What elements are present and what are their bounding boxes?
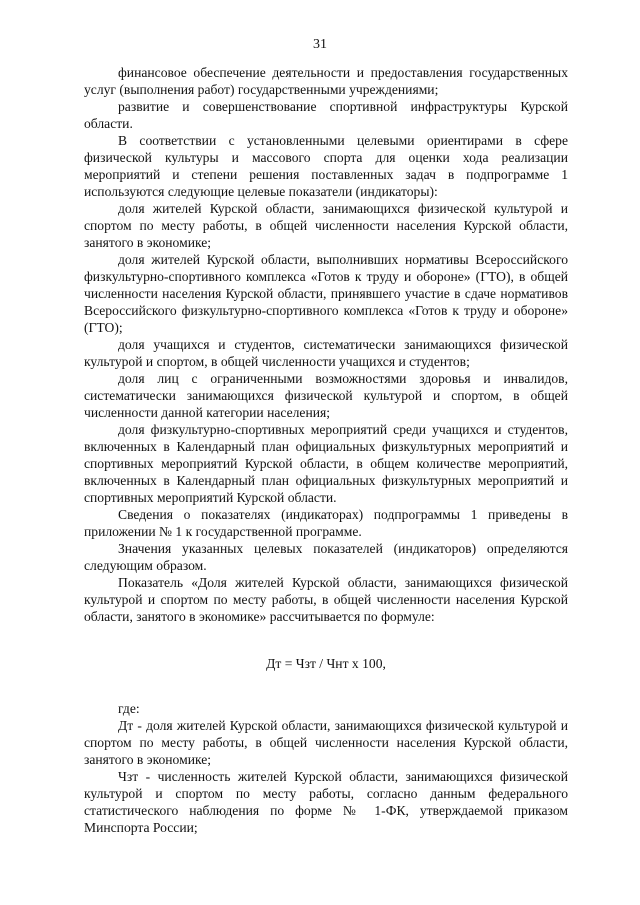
paragraph-indicator-events: доля физкультурно-спортивных мероприятий среди учащихся и студентов, включенных в Календарный план официальных физкультурных мероприятий и спортивных мероприятий Курской области, в общем количестве мероприятий, включенных в Календарный план официальных физкультурных мероприятий и спортивных мероприятий Курской области. (84, 422, 568, 505)
page-number: 31 (313, 37, 327, 52)
paragraph-appendix-reference: Сведения о показателях (индикаторах) подпрограммы 1 приведены в приложении № 1 к государственной программе. (84, 507, 568, 539)
document-body (84, 64, 568, 836)
paragraph-values-intro: Значения указанных целевых показателей (индикаторов) определяются следующим образом. (84, 541, 568, 573)
paragraph-formula-intro: Показатель «Доля жителей Курской области, занимающихся физической культурой и спортом по месту работы, в общей численности населения Курской области, занятого в экономике» рассчитывается по формуле: (84, 575, 568, 624)
paragraph-indicator-disabled: доля лиц с ограниченными возможностями здоровья и инвалидов, систематически занимающихся физической культурой и спортом, в общей численности данной категории населения; (84, 371, 568, 420)
paragraph-czt-definition: Чзт - численность жителей Курской области, занимающихся физической культурой и спортом по месту работы, согласно данным федерального статистического наблюдения по форме № 1-ФК, утверждаемой приказом Минспорта России; (84, 769, 568, 835)
paragraph-financing: финансовое обеспечение деятельности и предоставления государственных услуг (выполнения работ) государственными учреждениями; (84, 65, 568, 97)
paragraph-indicator-work-sport: доля жителей Курской области, занимающихся физической культурой и спортом по месту работы, в общей численности населения Курской области, занятого в экономике; (84, 201, 568, 250)
paragraph-indicators-intro: В соответствии с установленными целевыми ориентирами в сфере физической культуры и массового спорта для оценки хода реализации мероприятий и степени решения поставленных задач в подпрограмме 1 используются следующие целевые показатели (индикаторы): (84, 133, 568, 199)
paragraph-indicator-students: доля учащихся и студентов, систематически занимающихся физической культурой и спортом, в общей численности учащихся и студентов; (84, 337, 568, 369)
paragraph-where: где: (118, 701, 140, 716)
paragraph-dt-definition: Дт - доля жителей Курской области, занимающихся физической культурой и спортом по месту работы, в общей численности населения Курской области, занятого в экономике; (84, 718, 568, 767)
paragraph-indicator-gto: доля жителей Курской области, выполнивших нормативы Всероссийского физкультурно-спортивного комплекса «Готов к труду и обороне» (ГТО), в общей численности населения Курской области, принявшего участие в сдаче нормативов Всероссийского физкультурно-спортивного комплекса «Готов к труду и обороне» (ГТО); (84, 252, 568, 335)
paragraph-infrastructure: развитие и совершенствование спортивной инфраструктуры Курской области. (84, 99, 568, 131)
formula: Дт = Чзт / Чнт х 100, (266, 656, 386, 671)
